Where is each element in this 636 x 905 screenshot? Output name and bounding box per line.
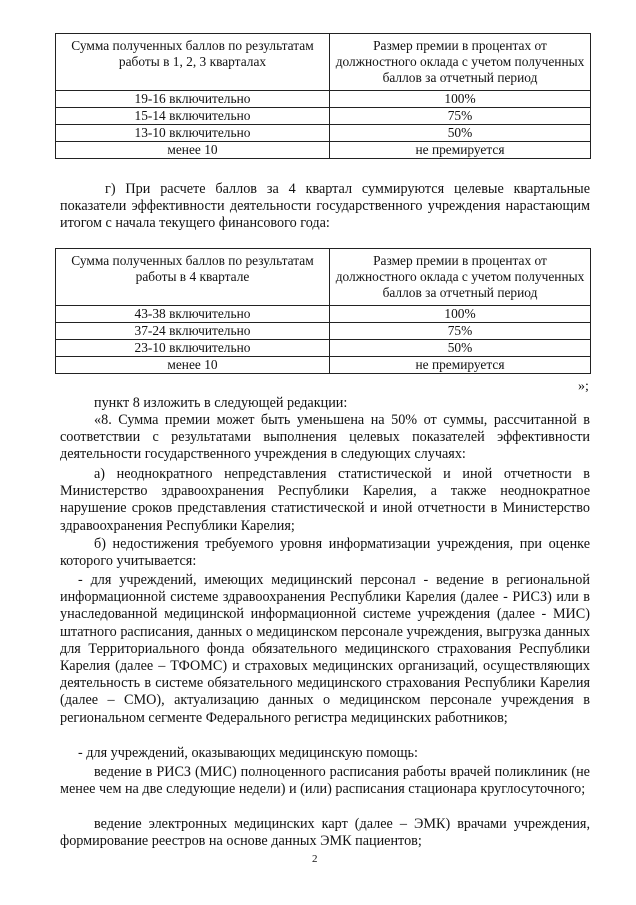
table-header-cell: Сумма полученных баллов по результатам работы в 4 квартале [56,249,330,306]
table-cell: 50% [330,340,591,357]
table-cell: не премируется [330,142,591,159]
table-header-cell: Размер премии в процентах от должностного оклада с учетом полученных баллов за отчетный период [330,249,591,306]
table-row [56,340,591,357]
table-cell: 43-38 включительно [56,306,330,323]
paragraph-schedule: ведение в РИСЗ (МИС) полноценного расписания работы врачей поликлиник (не менее чем на две следующие недели) и (или) расписания стационара круглосуточного; [60,764,590,798]
table-row [56,323,591,340]
closing-quote: »; [578,379,589,394]
punkt-8-intro: пункт 8 изложить в следующей редакции: [94,395,348,411]
premium-table-quarters-1-3 [55,33,591,159]
table-row [56,91,591,108]
paragraph-g: г) При расчете баллов за 4 квартал суммируются целевые квартальные показатели эффективности деятельности государственного учреждения нарастающим итогом с начала текущего финансового года: [60,181,590,232]
table-cell: 75% [330,323,591,340]
table-header-cell: Размер премии в процентах от должностного оклада с учетом полученных баллов за отчетный период [330,34,591,91]
table-row [56,306,591,323]
table-header-row [56,34,591,91]
table-cell: менее 10 [56,142,330,159]
table-row [56,142,591,159]
table-cell: 100% [330,91,591,108]
paragraph-a: а) неоднократного непредставления статистической и иной отчетности в Министерство здравоохранения Республики Карелия, а также неоднократное нарушение сроков представления статистической и иной отчетности в Министерство здравоохранения Республики Карелия; [60,466,590,534]
table-cell: 23-10 включительно [56,340,330,357]
table-row [56,125,591,142]
paragraph-8: «8. Сумма премии может быть уменьшена на 50% от суммы, рассчитанной в соответствии с результатами выполнения целевых показателей эффективности деятельности государственного учреждения в следующих случаях: [60,412,590,463]
table-row [56,108,591,125]
table-header-cell: Сумма полученных баллов по результатам работы в 1, 2, 3 кварталах [56,34,330,91]
paragraph-emk: ведение электронных медицинских карт (далее – ЭМК) врачами учреждения, формирование реестров на основе данных ЭМК пациентов; [60,816,590,850]
table-cell: не премируется [330,357,591,374]
table-header-row [56,249,591,306]
page-number: 2 [312,853,318,865]
table-cell: 15-14 включительно [56,108,330,125]
table-row [56,357,591,374]
premium-table-quarter-4 [55,248,591,374]
table-cell: 50% [330,125,591,142]
table-cell: 37-24 включительно [56,323,330,340]
table-cell: менее 10 [56,357,330,374]
paragraph-dash-medical-care: - для учреждений, оказывающих медицинскую помощь: [78,745,418,761]
table-cell: 19-16 включительно [56,91,330,108]
paragraph-b: б) недостижения требуемого уровня информатизации учреждения, при оценке которого учитывается: [60,536,590,570]
table-cell: 100% [330,306,591,323]
table-cell: 75% [330,108,591,125]
table-cell: 13-10 включительно [56,125,330,142]
paragraph-dash-medical-staff: - для учреждений, имеющих медицинский персонал - ведение в региональной информационной системе здравоохранения Республики Карелия (далее - РИСЗ) или в унаследованной медицинской информационной системе учреждения (далее - МИС) штатного расписания, данных о медицинском персонале учреждения, выгрузка данных для Территориального фонда обязательного медицинского страхования Республики Карелия (далее – ТФОМС) и страховых медицинских организаций, осуществляющих деятельность в системе обязательного медицинского страхования Республики Карелия (далее – СМО), актуализацию данных о медицинском персонале учреждения в региональном сегменте Федерального регистра медицинских работников; [60,572,590,726]
